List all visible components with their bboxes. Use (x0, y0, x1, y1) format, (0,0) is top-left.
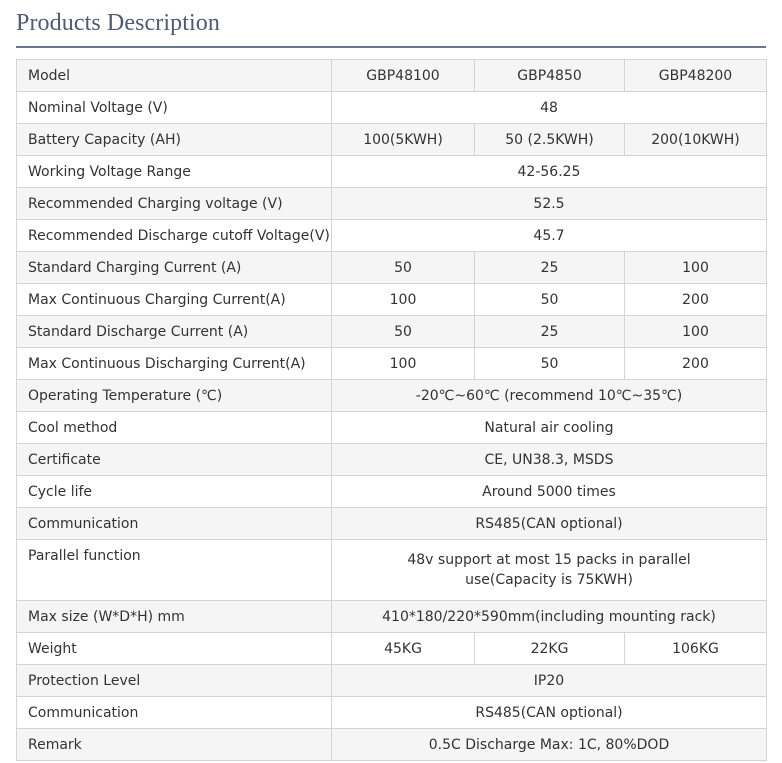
spec-row (17, 508, 767, 540)
spec-label: Cycle life (17, 476, 332, 508)
spec-value: 410*180/220*590mm(including mounting rack) (332, 601, 767, 633)
spec-row (17, 220, 767, 252)
spec-row (17, 188, 767, 220)
model-name: GBP48200 (625, 60, 767, 92)
spec-value: 100 (332, 284, 475, 316)
spec-label: Cool method (17, 412, 332, 444)
spec-value: 25 (475, 316, 625, 348)
spec-label: Parallel function (17, 540, 332, 601)
spec-label: Operating Temperature (℃) (17, 380, 332, 412)
spec-table (16, 59, 767, 761)
spec-value: 42-56.25 (332, 156, 767, 188)
spec-value: 48 (332, 92, 767, 124)
spec-row (17, 444, 767, 476)
model-name: GBP48100 (332, 60, 475, 92)
spec-value: 100(5KWH) (332, 124, 475, 156)
spec-value: CE, UN38.3, MSDS (332, 444, 767, 476)
spec-row (17, 124, 767, 156)
spec-value: 22KG (475, 633, 625, 665)
model-name: GBP4850 (475, 60, 625, 92)
spec-value: 45.7 (332, 220, 767, 252)
spec-value: RS485(CAN optional) (332, 697, 767, 729)
spec-value: 50 (2.5KWH) (475, 124, 625, 156)
spec-value: 100 (625, 316, 767, 348)
spec-value: 100 (332, 348, 475, 380)
spec-row (17, 284, 767, 316)
spec-row (17, 540, 767, 601)
spec-value: RS485(CAN optional) (332, 508, 767, 540)
spec-row (17, 348, 767, 380)
spec-label: Remark (17, 729, 332, 761)
spec-row (17, 156, 767, 188)
spec-label: Standard Charging Current (A) (17, 252, 332, 284)
spec-value: 45KG (332, 633, 475, 665)
spec-value: 200 (625, 348, 767, 380)
spec-value: 0.5C Discharge Max: 1C, 80%DOD (332, 729, 767, 761)
spec-label: Recommended Charging voltage (V) (17, 188, 332, 220)
spec-value: 106KG (625, 633, 767, 665)
header-row (17, 60, 767, 92)
title-divider (16, 46, 766, 48)
spec-row (17, 601, 767, 633)
spec-row (17, 729, 767, 761)
spec-row (17, 380, 767, 412)
page-title: Products Description (16, 10, 220, 36)
spec-value: 50 (475, 284, 625, 316)
spec-label: Standard Discharge Current (A) (17, 316, 332, 348)
spec-row (17, 476, 767, 508)
spec-value: 200 (625, 284, 767, 316)
spec-label: Communication (17, 508, 332, 540)
spec-label: Max Continuous Discharging Current(A) (17, 348, 332, 380)
spec-label: Recommended Discharge cutoff Voltage(V) (17, 220, 332, 252)
spec-label: Nominal Voltage (V) (17, 92, 332, 124)
spec-label: Communication (17, 697, 332, 729)
spec-label: Protection Level (17, 665, 332, 697)
spec-row (17, 697, 767, 729)
spec-value: 200(10KWH) (625, 124, 767, 156)
spec-value: Natural air cooling (332, 412, 767, 444)
spec-value: 48v support at most 15 packs in parallel use(Capacity is 75KWH) (332, 540, 767, 601)
spec-value: 50 (332, 316, 475, 348)
spec-value: Around 5000 times (332, 476, 767, 508)
spec-value: IP20 (332, 665, 767, 697)
spec-row (17, 92, 767, 124)
spec-row (17, 252, 767, 284)
spec-row (17, 665, 767, 697)
spec-label: Weight (17, 633, 332, 665)
spec-label: Working Voltage Range (17, 156, 332, 188)
model-label: Model (17, 60, 332, 92)
spec-label: Certificate (17, 444, 332, 476)
spec-value: -20℃~60℃ (recommend 10℃~35℃) (332, 380, 767, 412)
spec-row (17, 633, 767, 665)
spec-value: 25 (475, 252, 625, 284)
spec-label: Battery Capacity (AH) (17, 124, 332, 156)
spec-value: 50 (475, 348, 625, 380)
spec-label: Max Continuous Charging Current(A) (17, 284, 332, 316)
spec-value: 52.5 (332, 188, 767, 220)
spec-value: 100 (625, 252, 767, 284)
spec-value: 50 (332, 252, 475, 284)
spec-row (17, 316, 767, 348)
spec-label: Max size (W*D*H) mm (17, 601, 332, 633)
spec-row (17, 412, 767, 444)
